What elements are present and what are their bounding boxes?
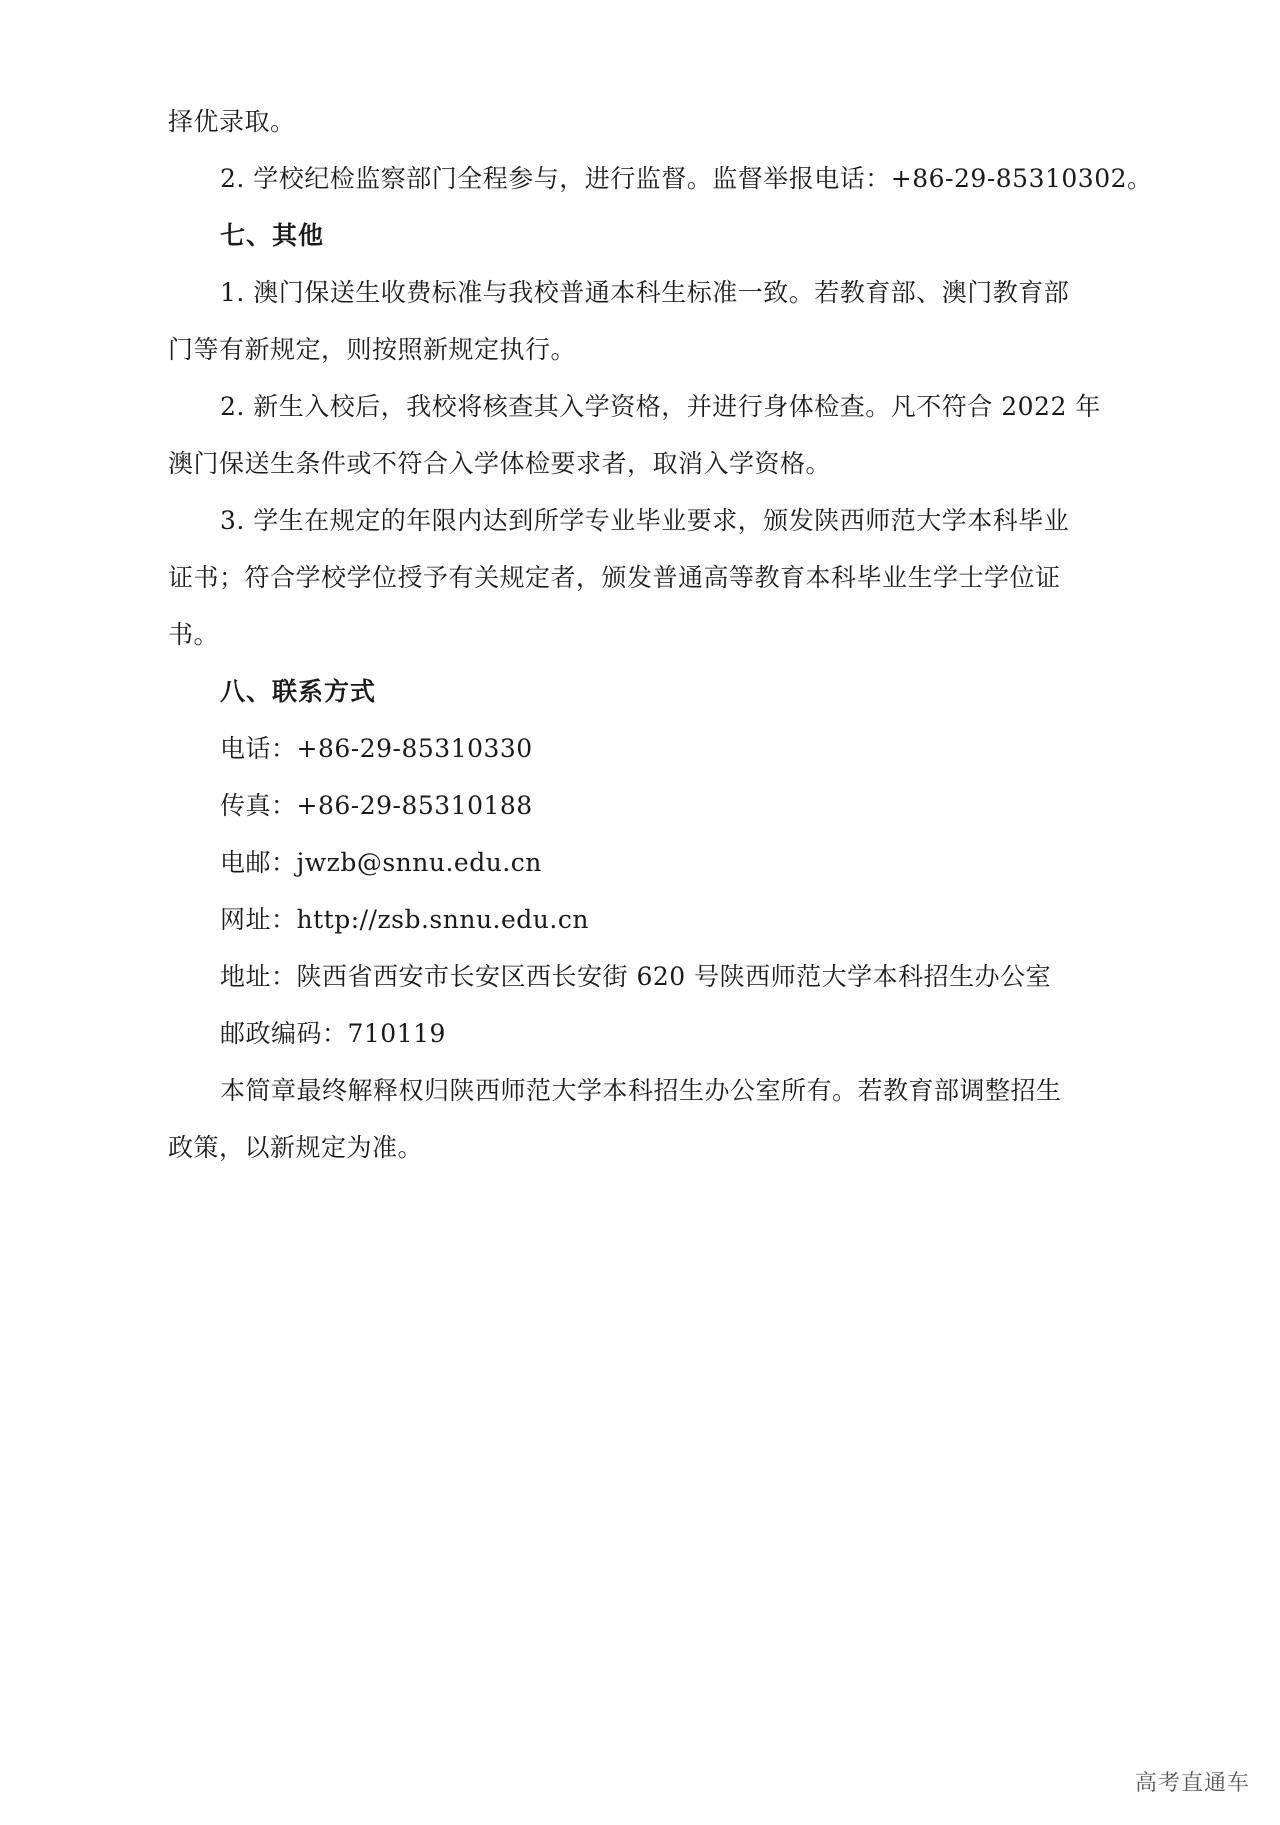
contact-address: 地址：陕西省西安市长安区西长安街 620 号陕西师范大学本科招生办公室 bbox=[220, 962, 1052, 991]
contact-phone: 电话：+86-29-85310330 bbox=[220, 734, 533, 763]
section-heading-other: 七、其他 bbox=[220, 221, 325, 250]
contact-postcode: 邮政编码：710119 bbox=[220, 1019, 446, 1048]
paragraph-line: 3. 学生在规定的年限内达到所学专业毕业要求，颁发陕西师范大学本科毕业 bbox=[220, 506, 1070, 535]
paragraph-line: 1. 澳门保送生收费标准与我校普通本科生标准一致。若教育部、澳门教育部 bbox=[220, 278, 1070, 307]
contact-fax: 传真：+86-29-85310188 bbox=[220, 791, 533, 820]
contact-email: 电邮：jwzb@snnu.edu.cn bbox=[220, 848, 542, 877]
paragraph-line: 书。 bbox=[168, 620, 220, 649]
paragraph-line: 政策，以新规定为准。 bbox=[168, 1133, 424, 1162]
paragraph-line: 2. 学校纪检监察部门全程参与，进行监督。监督举报电话：+86-29-85310302。 bbox=[220, 164, 1153, 193]
paragraph-line: 澳门保送生条件或不符合入学体检要求者，取消入学资格。 bbox=[168, 449, 832, 478]
paragraph-line: 证书；符合学校学位授予有关规定者，颁发普通高等教育本科毕业生学士学位证 bbox=[168, 563, 1061, 592]
contact-website: 网址：http://zsb.snnu.edu.cn bbox=[220, 905, 589, 934]
watermark-text: 高考直通车 bbox=[1134, 1771, 1250, 1796]
paragraph-line: 本简章最终解释权归陕西师范大学本科招生办公室所有。若教育部调整招生 bbox=[220, 1076, 1062, 1105]
section-heading-contact: 八、联系方式 bbox=[220, 677, 377, 706]
paragraph-line: 门等有新规定，则按照新规定执行。 bbox=[168, 335, 577, 364]
paragraph-line: 2. 新生入校后，我校将核查其入学资格，并进行身体检查。凡不符合 2022 年 bbox=[220, 392, 1101, 421]
paragraph-line: 择优录取。 bbox=[168, 107, 296, 136]
